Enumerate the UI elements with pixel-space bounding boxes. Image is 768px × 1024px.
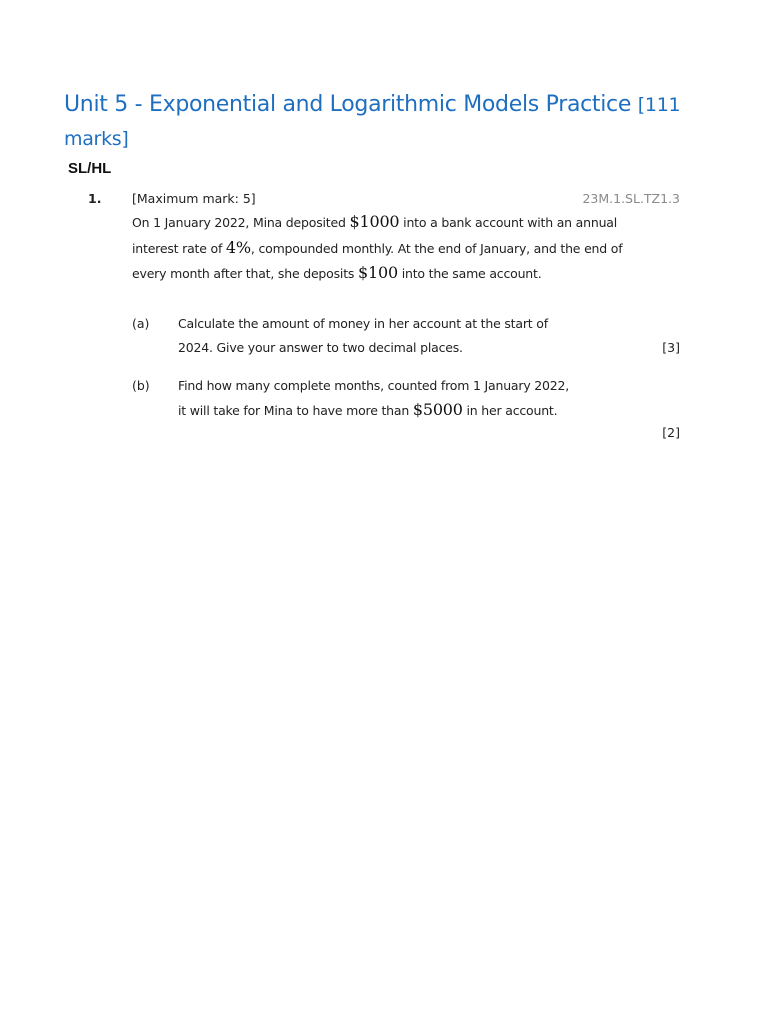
part-a-label: (a) — [132, 316, 150, 331]
stem-text-3: , compounded monthly. At the end of January, and the end of every month after that, she deposits — [132, 240, 623, 281]
section-label: SL/HL — [68, 160, 112, 177]
question-reference: 23M.1.SL.TZ1.3 — [582, 191, 680, 206]
stem-text-2: into a bank account with an annual interest rate of — [132, 215, 618, 256]
part-b-label: (b) — [132, 378, 150, 393]
stem-interest-rate: 4% — [225, 237, 251, 257]
stem-text-1: On 1 January 2022, Mina deposited — [132, 215, 350, 230]
stem-text-4: into the same account. — [397, 266, 542, 281]
part-b-marks: [2] — [662, 425, 680, 440]
page-title-main: Unit 5 - Exponential and Logarithmic Models Practice — [64, 92, 632, 117]
part-b-amount: $5000 — [412, 400, 463, 419]
part-a-marks: [3] — [662, 340, 680, 355]
question-max-mark: [Maximum mark: 5] — [132, 191, 256, 206]
page-title — [64, 88, 704, 156]
total-marks: [111 marks] — [64, 94, 681, 150]
stem-amount-deposit: $1000 — [349, 212, 400, 231]
question-number: 1. — [88, 191, 102, 206]
stem-amount-monthly: $100 — [358, 263, 398, 282]
part-a-text: Calculate the amount of money in her account at the start of 2024. Give your answer to two decimal places. — [178, 316, 548, 355]
part-b-text-2: in her account. — [462, 403, 558, 418]
part-b-text-1: Find how many complete months, counted from 1 January 2022, it will take for Mina to have more than — [178, 378, 570, 418]
question-stem — [132, 210, 652, 287]
part-b-text — [178, 374, 578, 423]
